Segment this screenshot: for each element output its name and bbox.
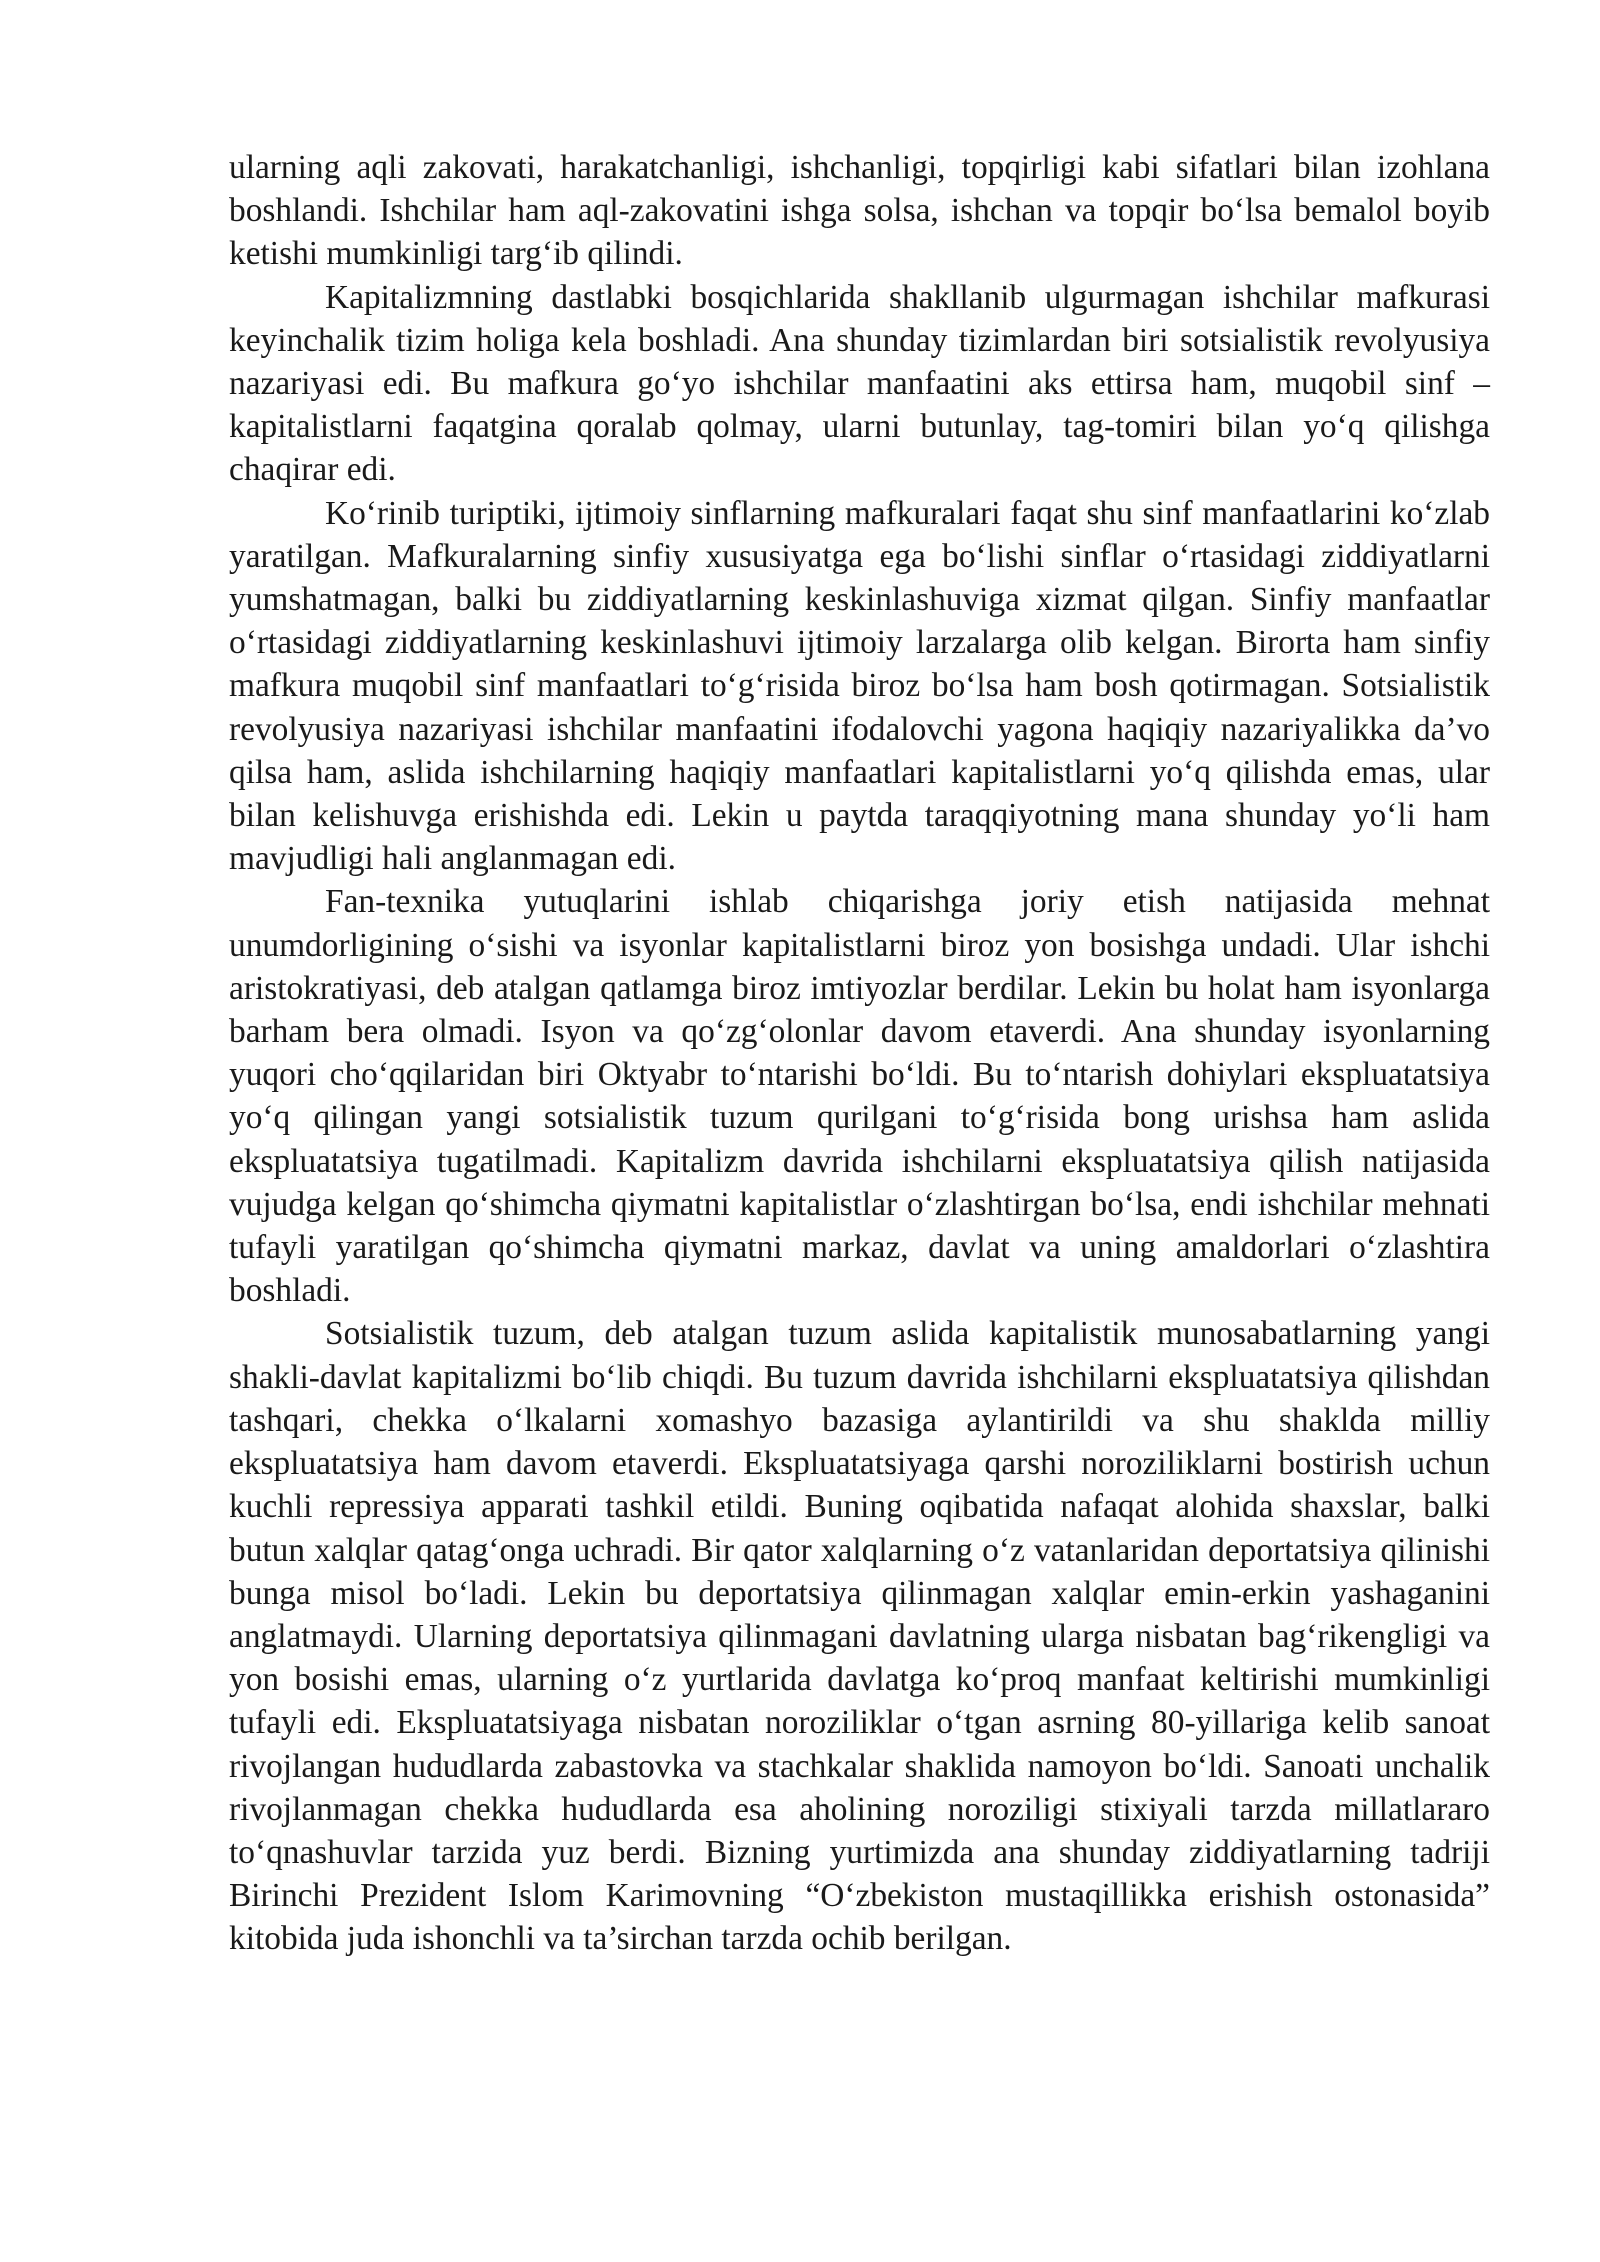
paragraph-socialist-system: Sotsialistik tuzum, deb atalgan tuzum aslida kapitalistik munosabatlarning yangi shakli-davlat kapitalizmi bo‘lib chiqdi. Bu tuzum davrida ishchilarni ekspluatatsiya qilishdan tashqari, chekka o‘lkalarni xomashyo bazasiga aylantirildi va shu shaklda milliy ekspluatatsiya ham davom etaverdi. Ekspluatatsiyaga qarshi noroziliklarni bostirish uchun kuchli repressiya apparati tashkil etildi. Buning oqibatida nafaqat alohida shaxslar, balki butun xalqlar qatag‘onga uchradi. Bir qator xalqlarning o‘z vatanlaridan deportatsiya qilinishi bunga misol bo‘ladi. Lekin bu deportatsiya qilinmagan xalqlar emin-erkin yashaganini anglatmaydi. Ularning deportatsiya qilinmagani davlatning ularga nisbatan bag‘rikengligi va yon bosishi emas, ularning o‘z yurtlarida davlatga ko‘proq manfaat keltirishi mumkinligi tufayli edi. Ekspluatatsiyaga nisbatan noroziliklar o‘tgan asrning 80-yillariga kelib sanoat rivojlangan hududlarda zabastovka va stachkalar shaklida namoyon bo‘ldi. Sanoati unchalik rivojlanmagan chekka hududlarda esa aholining noroziligi stixiyali tarzda millatlararo to‘qnashuvlar tarzida yuz berdi. Bizning yurtimizda ana shunday ziddiyatlarning tadriji Birinchi Prezident Islom Karimovning “O‘zbekiston mustaqillikka erishish ostonasida” kitobida juda ishonchli va ta’sirchan tarzda ochib berilgan. — [229, 1315, 1490, 1958]
paragraph-continuation: ularning aqli zakovati, harakatchanligi, ishchanligi, topqirligi kabi sifatlari bilan izohlana boshlandi. Ishchilar ham aql-zakovatini ishga solsa, ishchan va topqir bo‘lsa bemalol boyib ketishi mumkinligi targ‘ib qilindi. — [229, 149, 1490, 273]
paragraph-class-ideologies: Ko‘rinib turiptiki, ijtimoiy sinflarning mafkuralari faqat shu sinf manfaatlarini ko‘zlab yaratilgan. Mafkuralarning sinfiy xususiyatga ega bo‘lishi sinflar o‘rtasidagi ziddiyatlarni yumshatmagan, balki bu ziddiyatlarning keskinlashuviga xizmat qilgan. Sinfiy manfaatlar o‘rtasidagi ziddiyatlarning keskinlashuvi ijtimoiy larzalarga olib kelgan. Birorta ham sinfiy mafkura muqobil sinf manfaatlari to‘g‘risida biroz bo‘lsa ham bosh qotirmagan. Sotsialistik revolyusiya nazariyasi ishchilar manfaatini ifodalovchi yagona haqiqiy nazariyalikka da’vo qilsa ham, aslida ishchilarning haqiqiy manfaatlari kapitalistlarni yo‘q qilishda emas, ular bilan kelishuvga erishishda edi. Lekin u paytda taraqqiyotning mana shunday yo‘li ham mavjudligi hali anglanmagan edi. — [229, 494, 1490, 878]
paragraph-ideology-socialist-revolution: Kapitalizmning dastlabki bosqichlarida shakllanib ulgurmagan ishchilar mafkurasi keyinchalik tizim holiga kela boshladi. Ana shunday tizimlardan biri sotsialistik revolyusiya nazariyasi edi. Bu mafkura go‘yo ishchilar manfaatini aks ettirsa ham, muqobil sinf –kapitalistlarni faqatgina qoralab qolmay, ularni butunlay, tag-tomiri bilan yo‘q qilishga chaqirar edi. — [229, 278, 1490, 489]
document-page — [229, 146, 1490, 1961]
paragraph-science-technology: Fan-texnika yutuqlarini ishlab chiqarishga joriy etish natijasida mehnat unumdorligining o‘sishi va isyonlar kapitalistlarni biroz yon bosishga undadi. Ular ishchi aristokratiyasi, deb atalgan qatlamga biroz imtiyozlar berdilar. Lekin bu holat ham isyonlarga barham bera olmadi. Isyon va qo‘zg‘olonlar davom etaverdi. Ana shunday isyonlarning yuqori cho‘qqilaridan biri Oktyabr to‘ntarishi bo‘ldi. Bu to‘ntarish dohiylari ekspluatatsiya yo‘q qilingan yangi sotsialistik tuzum qurilgani to‘g‘risida bong urishsa ham aslida ekspluatatsiya tugatilmadi. Kapitalizm davrida ishchilarni ekspluatatsiya qilish natijasida vujudga kelgan qo‘shimcha qiymatni kapitalistlar o‘zlashtirgan bo‘lsa, endi ishchilar mehnati tufayli yaratilgan qo‘shimcha qiymatni markaz, davlat va uning amaldorlari o‘zlashtira boshladi. — [229, 883, 1490, 1310]
